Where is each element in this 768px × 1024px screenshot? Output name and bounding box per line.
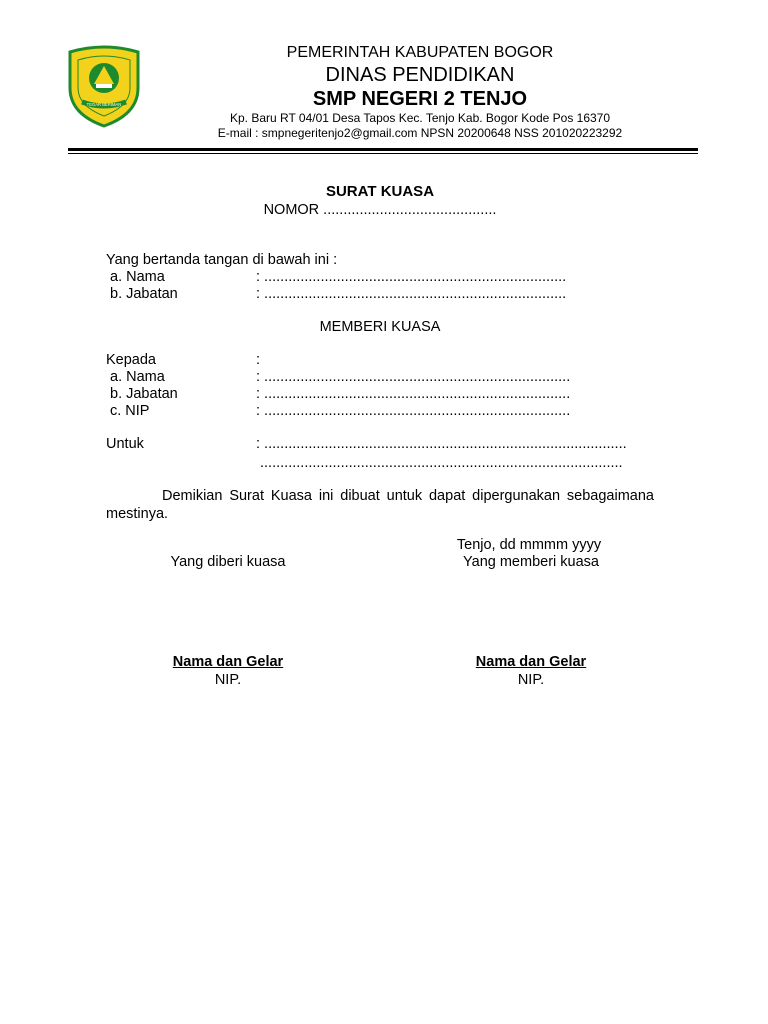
letterhead-school-name: SMP NEGERI 2 TENJO <box>312 88 528 110</box>
letterhead-government: PEMERINTAH KABUPATEN BOGOR <box>286 44 554 61</box>
signature-right-role: Yang memberi kuasa <box>463 554 599 570</box>
recipient-position-label: b. Jabatan <box>110 386 178 402</box>
letterhead-divider-thick <box>68 148 698 151</box>
signature-right-name: Nama dan Gelar <box>475 654 587 670</box>
intro-text: Yang bertanda tangan di bawah ini : <box>106 252 338 268</box>
letterhead-contact: E-mail : smpnegeritenjo2@gmail.com NPSN 20200648 NSS 201020223292 <box>217 126 623 140</box>
recipient-nip-label: c. NIP <box>110 403 150 419</box>
purpose-line-1: : .......................................................................................... <box>256 436 627 452</box>
recipient-nip-value: : ............................................................................ <box>256 403 571 419</box>
letterhead-divider-thin <box>68 153 698 154</box>
logo-motto: TEGAR BERIMAN <box>86 102 122 107</box>
document-title: SURAT KUASA <box>325 183 435 200</box>
purpose-line-2: .......................................................................................... <box>260 455 623 471</box>
signature-left-nip: NIP. <box>214 672 242 688</box>
grantor-position-value: : ........................................................................... <box>256 286 567 302</box>
letterhead-agency: DINAS PENDIDIKAN <box>325 64 515 86</box>
recipient-label: Kepada <box>106 352 156 368</box>
grantor-position-label: b. Jabatan <box>110 286 178 302</box>
signature-left-role: Yang diberi kuasa <box>170 554 286 570</box>
grantor-name-value: : ........................................................................... <box>256 269 567 285</box>
place-date: Tenjo, dd mmmm yyyy <box>456 537 602 553</box>
recipient-name-value: : ............................................................................ <box>256 369 571 385</box>
grant-heading: MEMBERI KUASA <box>319 319 441 335</box>
recipient-position-value: : ............................................................................ <box>256 386 571 402</box>
signature-right-nip: NIP. <box>517 672 545 688</box>
letterhead-address: Kp. Baru RT 04/01 Desa Tapos Kec. Tenjo Kab. Bogor Kode Pos 16370 <box>229 111 611 125</box>
signature-left-name: Nama dan Gelar <box>172 654 284 670</box>
kabupaten-bogor-crest-icon <box>66 44 142 128</box>
closing-paragraph: Demikian Surat Kuasa ini dibuat untuk dapat dipergunakan sebagaimana mestinya. <box>106 488 654 522</box>
document-number: NOMOR ........................................... <box>263 202 497 218</box>
grantor-name-label: a. Nama <box>110 269 165 285</box>
recipient-name-label: a. Nama <box>110 369 165 385</box>
recipient-colon: : <box>256 352 261 368</box>
purpose-label: Untuk <box>106 436 144 452</box>
